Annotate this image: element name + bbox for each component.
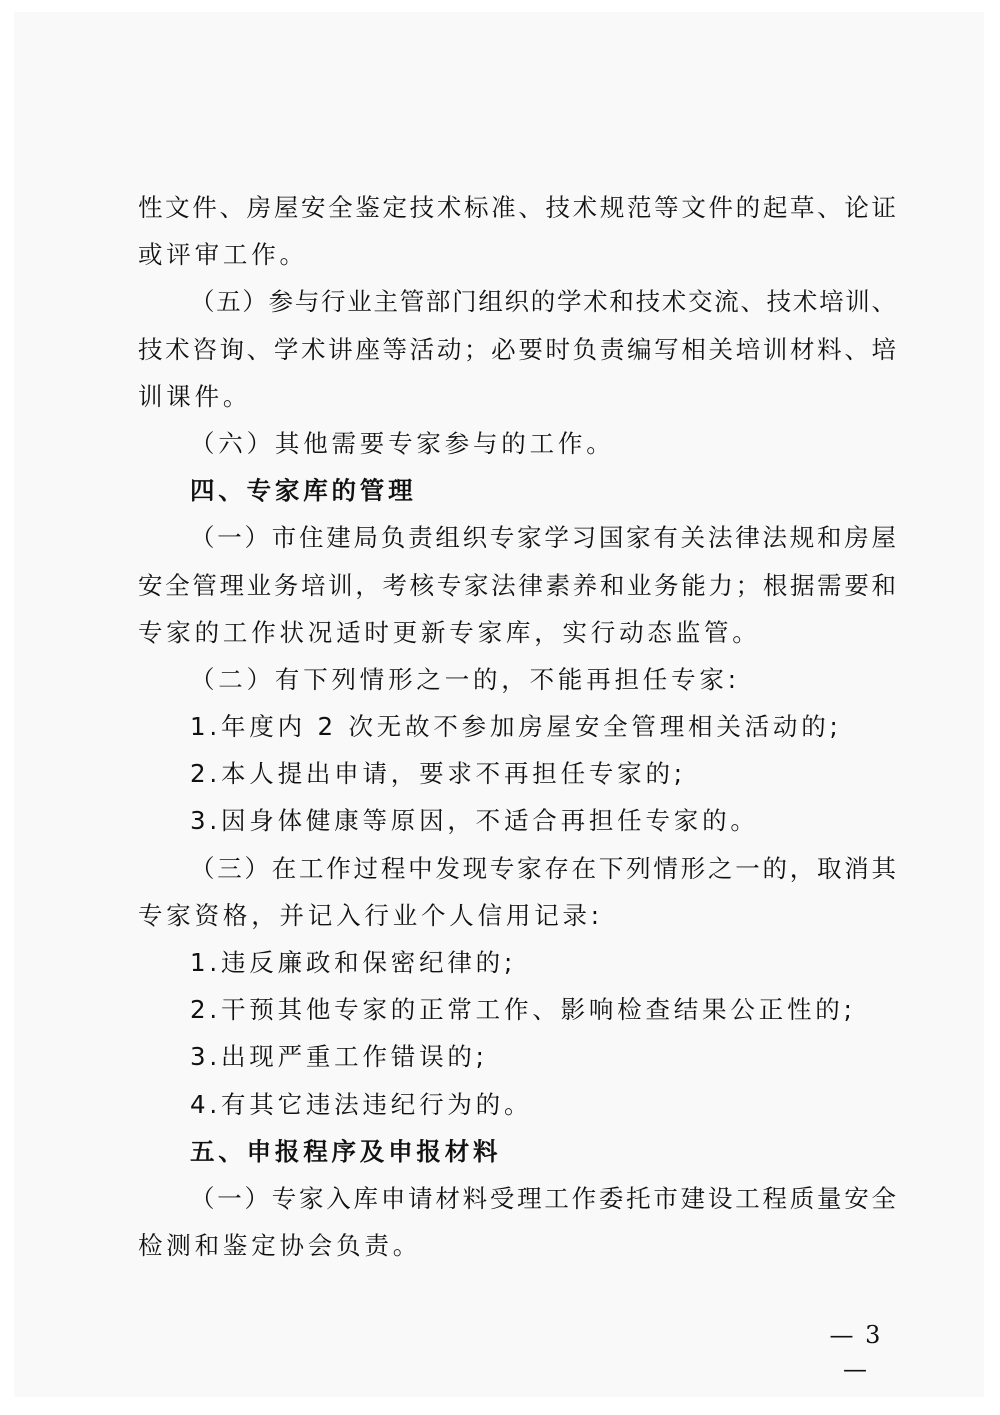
paragraph-item-2: （二）有下列情形之一的，不能再担任专家: bbox=[190, 664, 740, 694]
paragraph-item-3: （三）在工作过程中发现专家存在下列情形之一的，取消其 bbox=[190, 853, 896, 883]
section-heading-5: 五、申报程序及申报材料 bbox=[190, 1136, 502, 1166]
paragraph-item-1: （一）市住建局负责组织专家学习国家有关法律法规和房屋 bbox=[190, 523, 896, 553]
text-line-2: 或评审工作。 bbox=[138, 240, 308, 270]
text-line-4: 技术咨询、学术讲座等活动；必要时负责编写相关培训材料、培 bbox=[138, 334, 896, 364]
list-item-2: 2.本人提出申请，要求不再担任专家的; bbox=[190, 759, 686, 789]
text-line-10: 专家的工作状况适时更新专家库，实行动态监管。 bbox=[138, 617, 761, 647]
text-line-9: 安全管理业务培训，考核专家法律素养和业务能力；根据需要和 bbox=[138, 570, 896, 600]
list-item-2: 2.干预其他专家的正常工作、影响检查结果公正性的; bbox=[190, 995, 856, 1025]
page-number: — 3 — bbox=[829, 1321, 883, 1383]
paragraph-item-1: （一）专家入库申请材料受理工作委托市建设工程质量安全 bbox=[190, 1183, 896, 1213]
document-body bbox=[138, 184, 896, 1269]
paragraph-item-5: （五）参与行业主管部门组织的学术和技术交流、技术培训、 bbox=[190, 287, 896, 317]
section-heading-4: 四、专家库的管理 bbox=[190, 476, 417, 506]
list-item-3: 3.出现严重工作错误的; bbox=[190, 1042, 488, 1072]
list-item-1: 1.违反廉政和保密纪律的; bbox=[190, 948, 517, 977]
text-line-1: 性文件、房屋安全鉴定技术标准、技术规范等文件的起草、论证 bbox=[138, 193, 896, 222]
list-item-4: 4.有其它违法违纪行为的。 bbox=[190, 1089, 533, 1119]
list-item-1: 1.年度内 2 次无故不参加房屋安全管理相关活动的; bbox=[190, 712, 842, 742]
list-item-3: 3.因身体健康等原因，不适合再担任专家的。 bbox=[190, 806, 759, 836]
text-line-23: 检测和鉴定协会负责。 bbox=[138, 1231, 421, 1261]
paragraph-item-6: （六）其他需要专家参与的工作。 bbox=[190, 428, 615, 458]
text-line-16: 专家资格，并记入行业个人信用记录: bbox=[138, 900, 603, 930]
text-line-5: 训课件。 bbox=[138, 381, 252, 411]
